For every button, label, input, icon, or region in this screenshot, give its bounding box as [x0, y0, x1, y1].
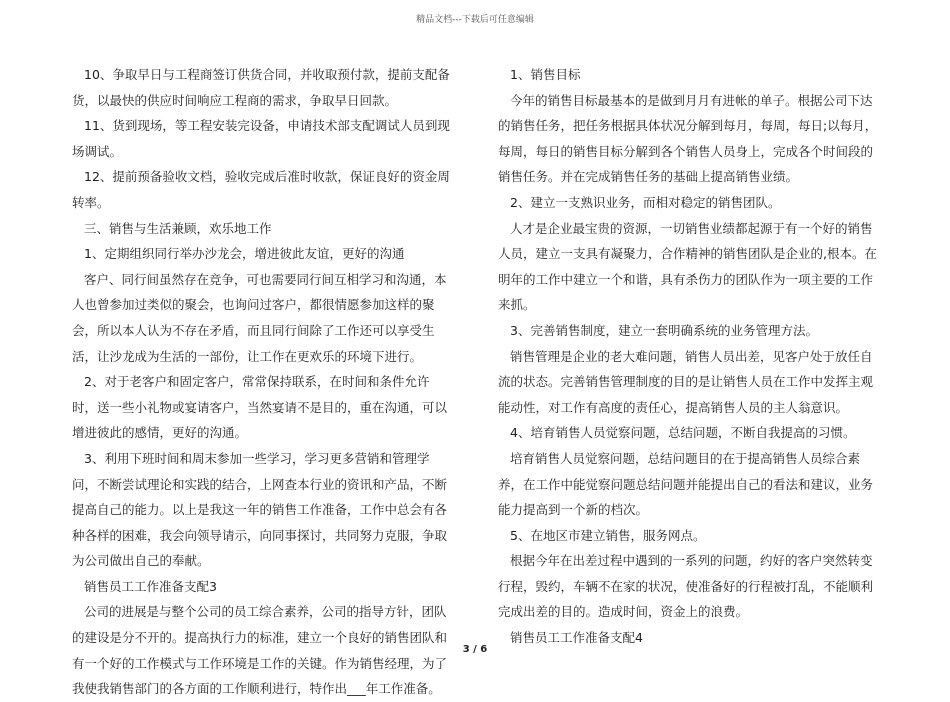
right-column [498, 62, 878, 651]
paragraph: 10、争取早日与工程商签订供货合同，并收取预付款，提前支配备货，以最快的供应时间响应工程商的需求，争取早日回款。 [72, 67, 450, 108]
paragraph: 根据今年在出差过程中遇到的一系列的问题，约好的客户突然转变行程，毁约，车辆不在家的状况，使准备好的行程被打乱，不能顺利完成出差的目的。造成时间，资金上的浪费。 [498, 553, 874, 620]
section-heading: 4、培育销售人员觉察问题，总结问题，不断自我提高的习惯。 [510, 425, 856, 441]
left-column [72, 62, 452, 702]
section-heading: 1、销售目标 [510, 67, 581, 82]
paragraph: 培育销售人员觉察问题，总结问题目的在于提高销售人员综合素养，在工作中能觉察问题总结问题并能提出自己的看法和建议，业务能力提高到一个新的档次。 [498, 450, 874, 518]
page-number: 3 / 6 [462, 644, 488, 655]
paragraph: 客户、同行间虽然存在竞争，可也需要同行间互相学习和沟通，本人也曾参加过类似的聚会，也询问过客户，都很情愿参加这样的聚会，所以本人认为不存在矛盾，而且同行间除了工作还可以享受生活，让沙龙成为生活的一部份，让工作在更欢乐的环境下进行。 [72, 271, 447, 364]
paragraph: 3、利用下班时间和周末参加一些学习，学习更多营销和管理学问，不断尝试理论和实践的结合，上网查本行业的资讯和产品，不断提高自己的能力。以上是我这一年的销售工作准备，工作中总会有各种各样的困难，我会向领导请示，向同事探讨，共同努力克服，争取为公司做出自己的奉献。 [72, 450, 448, 569]
paragraph: 1、定期组织同行举办沙龙会，增进彼此友谊，更好的沟通 [84, 246, 405, 262]
paragraph: 销售管理是企业的老大难问题，销售人员出差，见客户处于放任自流的状态。完善销售管理制度的目的是让销售人员在工作中发挥主观能动性，对工作有高度的责任心，提高销售人员的主人翁意识。 [498, 348, 874, 415]
paragraph: 公司的进展是与整个公司的员工综合素养，公司的指导方针，团队的建设是分不开的。提高执行力的标准，建立一个良好的销售团队和有一个好的工作模式与工作环境是工作的关键。作为销售经理，为了我使我销售部门的各方面的工作顺利进行，特作出___年工作准备。 [72, 604, 448, 697]
section-title: 销售员工工作准备支配4 [510, 630, 643, 646]
section-heading: 5、在地区市建立销售，服务网点。 [510, 527, 706, 543]
paragraph: 今年的销售目标最基本的是做到月月有进帐的单子。根据公司下达的销售任务，把任务根据具体状况分解到每月，每周，每日;以每月，每周，每日的销售目标分解到各个销售人员身上，完成各个时间段的销售任务。并在完成销售任务的基础上提高销售业绩。 [498, 92, 878, 185]
paragraph: 2、对于老客户和固定客户，常常保持联系，在时间和条件允许时，送一些小礼物或宴请客户，当然宴请不是目的，重在沟通，可以增进彼此的感情，更好的沟通。 [72, 374, 448, 441]
section-heading: 三、销售与生活兼顾，欢乐地工作 [84, 220, 272, 236]
page-header: 精品文档---下载后可任意编辑 [416, 15, 534, 25]
paragraph: 11、货到现场，等工程安装完设备，申请技术部支配调试人员到现场调试。 [72, 118, 450, 159]
paragraph: 12、提前预备验收文档，验收完成后准时收款，保证良好的资金周转率。 [72, 169, 450, 210]
section-heading: 3、完善销售制度，建立一套明确系统的业务管理方法。 [510, 322, 818, 338]
section-title: 销售员工工作准备支配3 [84, 578, 217, 594]
section-heading: 2、建立一支熟识业务，而相对稳定的销售团队。 [510, 194, 781, 210]
paragraph: 人才是企业最宝贵的资源，一切销售业绩都起源于有一个好的销售人员，建立一支具有凝聚力，合作精神的销售团队是企业的,根本。在明年的工作中建立一个和谐，具有杀伤力的团队作为一项主要的工作来抓。 [498, 220, 877, 313]
